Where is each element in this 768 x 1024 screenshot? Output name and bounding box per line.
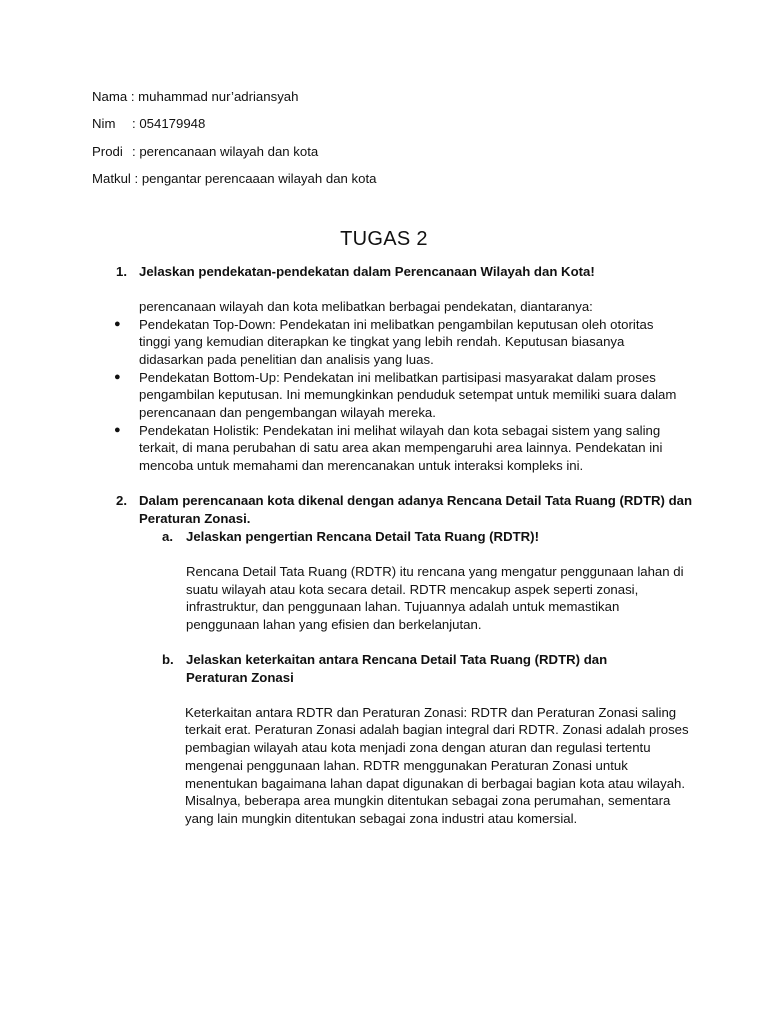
q1-bullet3-line3: mencoba untuk memahami dan merencanakan untuk interaksi kompleks ini. — [139, 458, 584, 473]
q1-bullet2-line3: perencanaan dan pengembangan wilayah mereka. — [139, 405, 436, 420]
q2a-answer-line3: infrastruktur, dan penggunaan lahan. Tujuannya adalah untuk memastikan — [186, 599, 620, 614]
q2b-answer-line7: yang lain mungkin ditentukan sebagai zona industri atau komersial. — [185, 811, 578, 826]
q1-question: Jelaskan pendekatan-pendekatan dalam Perencanaan Wilayah dan Kota! — [139, 264, 595, 279]
q2a-letter: a. — [162, 529, 173, 544]
q2a-answer-line4: penggunaan lahan yang efisien dan berkelanjutan. — [186, 617, 482, 632]
student-nim — [92, 115, 205, 132]
q2b-answer-line3: pembagian wilayah atau kota menjadi zona dengan aturan dan regulasi tertentu — [185, 740, 651, 755]
q2-number: 2. — [116, 493, 127, 508]
q1-number: 1. — [116, 264, 127, 279]
q2b-answer-line2: terkait erat. Peraturan Zonasi adalah bagian integral dari RDTR. Zonasi adalah proses — [185, 722, 689, 737]
q2a-question: Jelaskan pengertian Rencana Detail Tata Ruang (RDTR)! — [186, 529, 539, 544]
q2a-answer-line1: Rencana Detail Tata Ruang (RDTR) itu rencana yang mengatur penggunaan lahan di — [186, 564, 684, 579]
q1-bullet1-line2: tinggi yang kemudian diterapkan ke tingkat yang lebih rendah. Keputusan biasanya — [139, 334, 625, 349]
q2b-letter: b. — [162, 652, 174, 667]
q1-bullet3-line2: terkait, di mana perubahan di satu area akan mempengaruhi area lainnya. Pendekatan ini — [139, 440, 663, 455]
bullet-marker: ● — [114, 318, 121, 330]
q2b-answer-line5: menentukan bagaimana lahan dapat digunakan di berbagai bagian kota atau wilayah. — [185, 776, 686, 791]
q1-bullet2-line2: pengambilan keputusan. Ini memungkinkan penduduk setempat untuk memiliki suara dalam — [139, 387, 677, 402]
page-title: TUGAS 2 — [340, 228, 428, 250]
q2-question-line1: Dalam perencanaan kota dikenal dengan adanya Rencana Detail Tata Ruang (RDTR) dan — [139, 493, 693, 508]
student-prodi — [92, 143, 318, 160]
q2b-answer-line1: Keterkaitan antara RDTR dan Peraturan Zonasi: RDTR dan Peraturan Zonasi saling — [185, 705, 677, 720]
bullet-marker: ● — [114, 424, 121, 436]
q2b-answer-line6: Misalnya, beberapa area mungkin ditentukan sebagai zona perumahan, sementara — [185, 793, 671, 808]
q1-bullet2-line1: Pendekatan Bottom-Up: Pendekatan ini melibatkan partisipasi masyarakat dalam proses — [139, 370, 656, 385]
q1-bullet3-line1: Pendekatan Holistik: Pendekatan ini melihat wilayah dan kota sebagai sistem yang saling — [139, 423, 661, 438]
q2-question-line2: Peraturan Zonasi. — [139, 511, 251, 526]
q1-bullet1-line1: Pendekatan Top-Down: Pendekatan ini melibatkan pengambilan keputusan oleh otoritas — [139, 317, 654, 332]
q1-bullet1-line3: didasarkan pada penelitian dan analisis yang luas. — [139, 352, 434, 367]
prodi-label: Prodi — [92, 144, 123, 159]
prodi-value: : perencanaan wilayah dan kota — [132, 144, 319, 159]
student-matkul: Matkul : pengantar perencaaan wilayah dan kota — [92, 171, 377, 186]
q1-intro: perencanaan wilayah dan kota melibatkan berbagai pendekatan, diantaranya: — [139, 299, 593, 314]
bullet-marker: ● — [114, 371, 121, 383]
q2b-question-line2: Peraturan Zonasi — [186, 670, 294, 685]
q2b-answer-line4: mengenai penggunaan lahan. RDTR menggunakan Peraturan Zonasi untuk — [185, 758, 628, 773]
nim-label: Nim — [92, 116, 116, 131]
q2a-answer-line2: suatu wilayah atau kota secara detail. RDTR mencakup aspek seperti zonasi, — [186, 582, 639, 597]
nim-value: : 054179948 — [132, 116, 206, 131]
q2b-question-line1: Jelaskan keterkaitan antara Rencana Detail Tata Ruang (RDTR) dan — [186, 652, 608, 667]
student-name: Nama : muhammad nur’adriansyah — [92, 89, 299, 104]
